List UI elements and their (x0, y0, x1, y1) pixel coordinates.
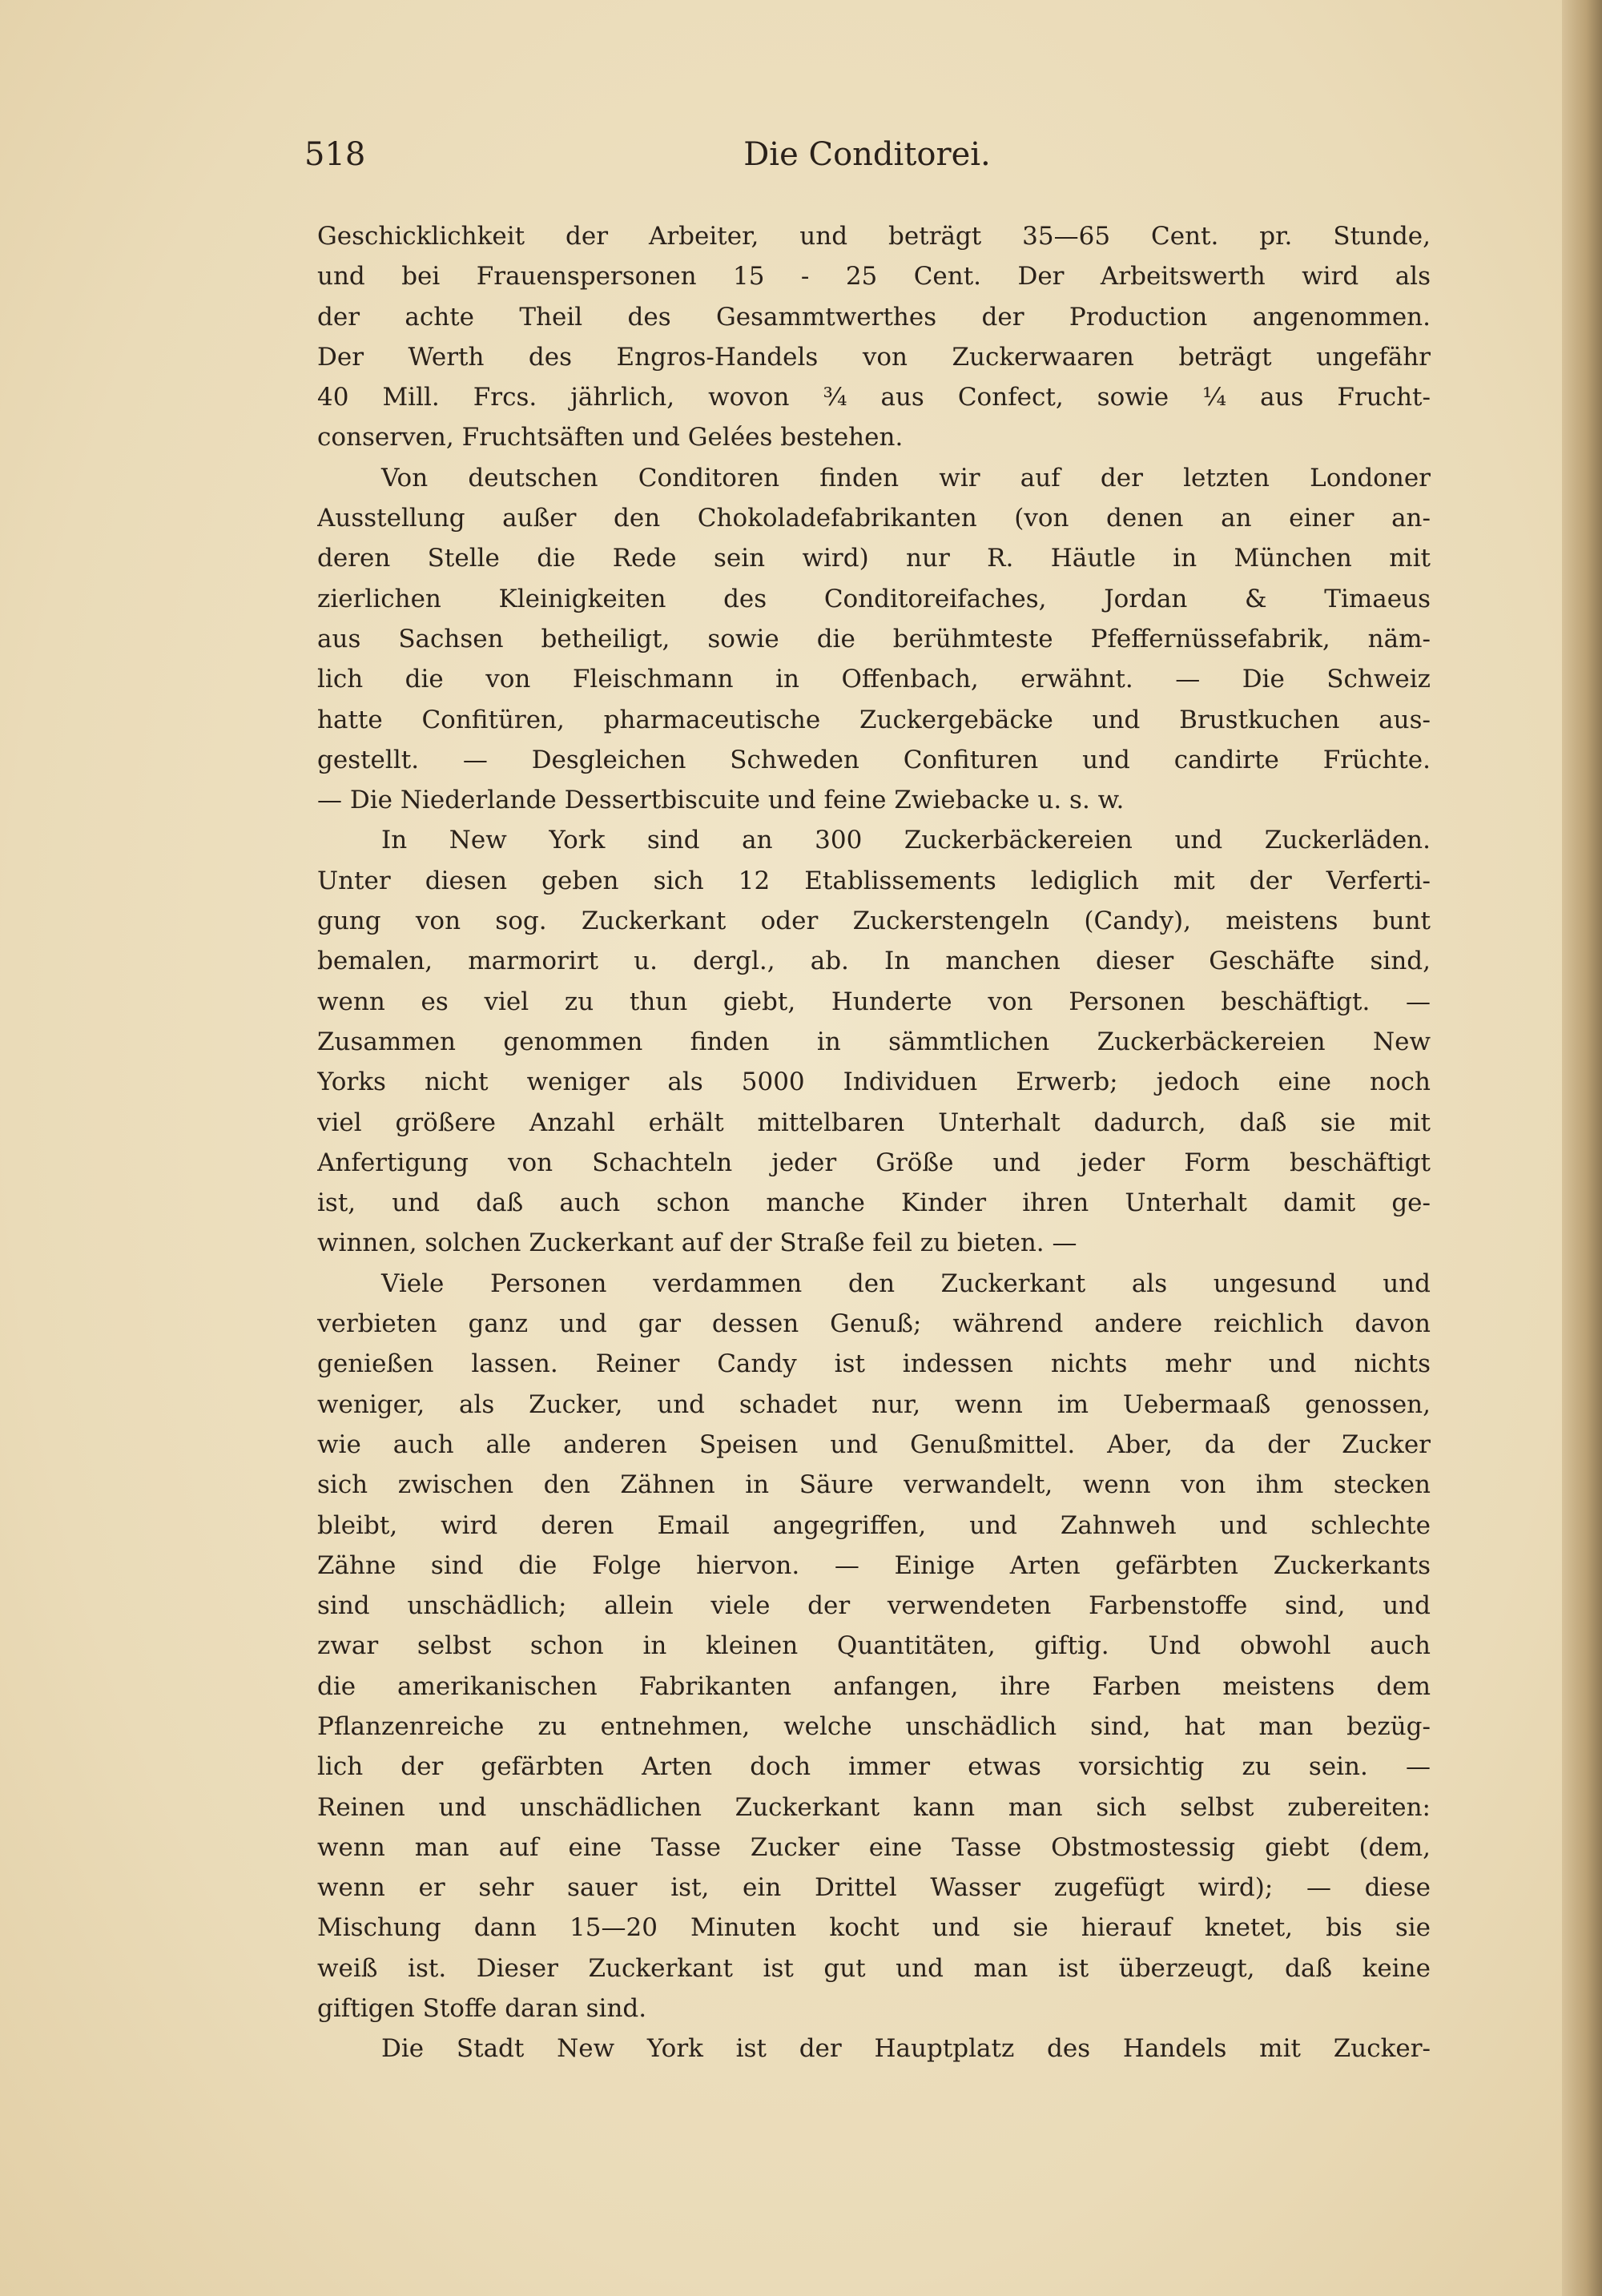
text-line: Zähne sind die Folge hiervon. — Einige Arten gefärbten Zuckerkants (317, 1550, 1431, 1580)
text-line: wenn er sehr sauer ist, ein Drittel Wasser zugefügt wird); — diese (317, 1873, 1431, 1903)
text-line: Mischung dann 15—20 Minuten kocht und sie hierauf knetet, bis sie (317, 1913, 1431, 1943)
page-header (304, 136, 1430, 176)
page-binding-edge (1562, 0, 1602, 2296)
page-number: 518 (304, 136, 366, 173)
text-line: Unter diesen geben sich 12 Etablissements lediglich mit der Verferti- (317, 866, 1431, 895)
text-line: zierlichen Kleinigkeiten des Conditoreifaches, Jordan & Timaeus (317, 584, 1431, 613)
paragraph-start-line: Die Stadt New York ist der Hauptplatz des Handels mit Zucker- (381, 2034, 1431, 2064)
text-line: verbieten ganz und gar dessen Genuß; während andere reichlich davon (317, 1309, 1431, 1339)
text-line: Anfertigung von Schachteln jeder Größe und jeder Form beschäftigt (317, 1148, 1431, 1177)
text-line: wenn man auf eine Tasse Zucker eine Tasse Obstmostessig giebt (dem, (317, 1832, 1431, 1862)
text-line: und bei Frauenspersonen 15 - 25 Cent. Der Arbeitswerth wird als (317, 262, 1431, 292)
text-line: Ausstellung außer den Chokoladefabrikanten (von denen an einer an- (317, 504, 1431, 533)
text-line: aus Sachsen betheiligt, sowie die berühmteste Pfeffernüssefabrik, näm- (317, 624, 1431, 653)
text-line: hatte Confitüren, pharmaceutische Zuckergebäcke und Brustkuchen aus- (317, 705, 1431, 734)
text-line: giftigen Stoffe daran sind. (317, 1994, 647, 2024)
text-line: gestellt. — Desgleichen Schweden Confituren und candirte Früchte. (317, 745, 1431, 774)
text-line: — Die Niederlande Dessertbiscuite und feine Zwiebacke u. s. w. (317, 786, 1125, 815)
text-line: Pflanzenreiche zu entnehmen, welche unschädlich sind, hat man bezüg- (317, 1711, 1431, 1741)
paragraph-start-line: In New York sind an 300 Zuckerbäckereien und Zuckerläden. (381, 826, 1431, 855)
text-line: Der Werth des Engros-Handels von Zuckerwaaren beträgt ungefähr (317, 342, 1431, 372)
text-line: conserven, Fruchtsäften und Gelées bestehen. (317, 423, 904, 452)
text-line: Yorks nicht weniger als 5000 Individuen Erwerb; jedoch eine noch (317, 1068, 1431, 1097)
text-line: viel größere Anzahl erhält mittelbaren Unterhalt dadurch, daß sie mit (317, 1108, 1431, 1137)
text-line: bemalen, marmorirt u. dergl., ab. In manchen dieser Geschäfte sind, (317, 947, 1431, 976)
text-line: lich der gefärbten Arten doch immer etwas vorsichtig zu sein. — (317, 1752, 1431, 1782)
running-title: Die Conditorei. (743, 136, 991, 173)
text-line: Zusammen genommen finden in sämmtlichen Zuckerbäckereien New (317, 1027, 1431, 1056)
text-line: bleibt, wird deren Email angegriffen, und Zahnweh und schlechte (317, 1510, 1431, 1540)
text-line: weiß ist. Dieser Zuckerkant ist gut und man ist überzeugt, daß keine (317, 1953, 1431, 1983)
text-line: sind unschädlich; allein viele der verwendeten Farbenstoffe sind, und (317, 1591, 1431, 1621)
text-line: gung von sog. Zuckerkant oder Zuckerstengeln (Candy), meistens bunt (317, 907, 1431, 936)
text-line: der achte Theil des Gesammtwerthes der Production angenommen. (317, 302, 1431, 332)
text-line: Reinen und unschädlichen Zuckerkant kann man sich selbst zubereiten: (317, 1792, 1431, 1822)
text-line: winnen, solchen Zuckerkant auf der Straße feil zu bieten. — (317, 1228, 1077, 1258)
paragraph-start-line: Viele Personen verdammen den Zuckerkant als ungesund und (381, 1269, 1431, 1298)
text-line: genießen lassen. Reiner Candy ist indessen nichts mehr und nichts (317, 1349, 1431, 1379)
text-line: deren Stelle die Rede sein wird) nur R. Häutle in München mit (317, 544, 1431, 573)
text-line: sich zwischen den Zähnen in Säure verwandelt, wenn von ihm stecken (317, 1470, 1431, 1500)
text-line: wenn es viel zu thun giebt, Hunderte von Personen beschäftigt. — (317, 987, 1431, 1016)
text-line: lich die von Fleischmann in Offenbach, erwähnt. — Die Schweiz (317, 665, 1431, 694)
text-line: die amerikanischen Fabrikanten anfangen, ihre Farben meistens dem (317, 1671, 1431, 1701)
text-line: wie auch alle anderen Speisen und Genußmittel. Aber, da der Zucker (317, 1429, 1431, 1459)
paragraph-start-line: Von deutschen Conditoren finden wir auf der letzten Londoner (381, 463, 1431, 493)
text-line: zwar selbst schon in kleinen Quantitäten, giftig. Und obwohl auch (317, 1631, 1431, 1661)
text-line: 40 Mill. Frcs. jährlich, wovon ¾ aus Confect, sowie ¼ aus Frucht- (317, 383, 1431, 412)
body-text (317, 216, 1431, 2069)
text-line: weniger, als Zucker, und schadet nur, wenn im Uebermaaß genossen, (317, 1389, 1431, 1419)
text-line: ist, und daß auch schon manche Kinder ihren Unterhalt damit ge- (317, 1188, 1431, 1218)
text-line: Geschicklichkeit der Arbeiter, und beträgt 35—65 Cent. pr. Stunde, (317, 222, 1431, 251)
